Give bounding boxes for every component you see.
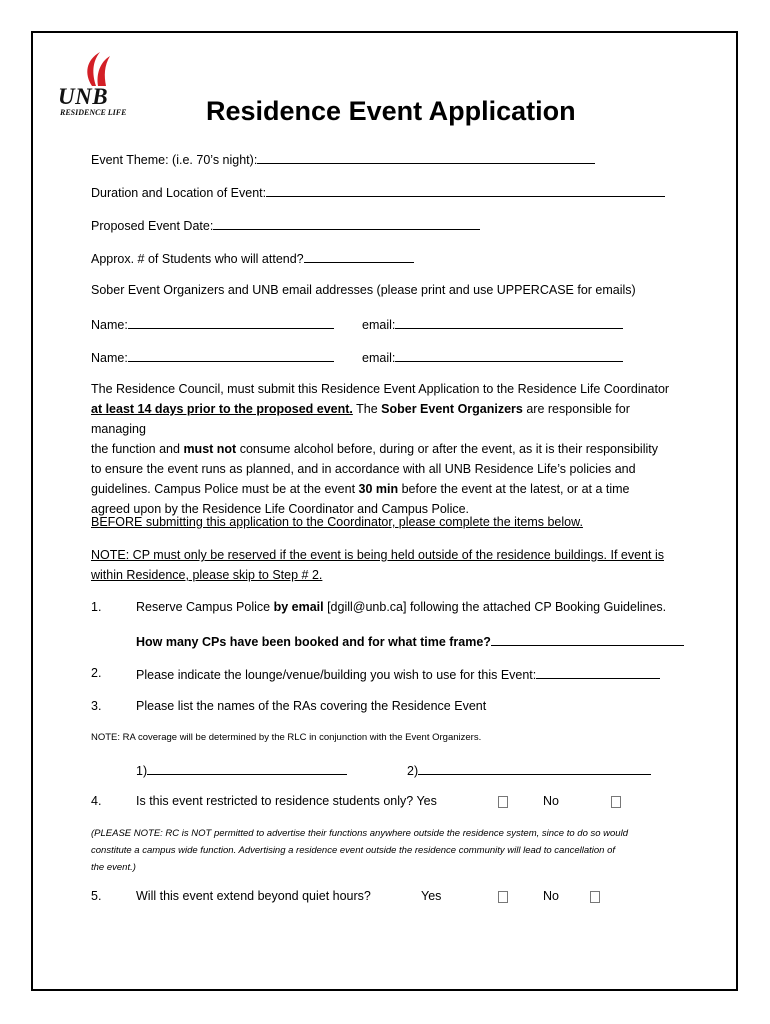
venue-field[interactable]: [536, 666, 660, 679]
logo-unb-text: UNB: [58, 84, 109, 109]
item-5-no-checkbox[interactable]: [590, 889, 600, 903]
unb-logo: [58, 50, 138, 122]
sail-icon: [78, 50, 114, 88]
date-label: Proposed Event Date:: [91, 219, 214, 233]
duration-row: [91, 184, 665, 200]
item-2-row: [136, 666, 660, 682]
name-row-1: [91, 316, 334, 332]
event-theme-label: Event Theme: (i.e. 70’s night):: [91, 153, 258, 167]
item-5-no-label: No: [543, 889, 559, 903]
item-5-yes-checkbox[interactable]: [498, 889, 508, 903]
item-5-yes-label: Yes: [421, 889, 442, 903]
item-3-number: 3.: [91, 699, 102, 713]
organizers-label: Sober Event Organizers and UNB email addresses (please print and use UPPERCASE for emails): [91, 283, 636, 297]
email-field-1[interactable]: [395, 316, 623, 329]
item-1-text: Reserve Campus Police by email [dgill@unb.ca] following the attached CP Booking Guidelines.: [136, 600, 667, 614]
cp-booking-field[interactable]: [491, 633, 684, 646]
name-label: Name:: [91, 318, 128, 332]
cp-note-line-1: NOTE: CP must only be reserved if the event is being held outside of the residence buildings. If event is: [91, 548, 664, 562]
cp-note-line-2: within Residence, please skip to Step # 2.: [91, 568, 323, 582]
item-4-number: 4.: [91, 794, 102, 808]
logo-sub-text: RESIDENCE LIFE: [60, 108, 127, 117]
ra-1-label: 1): [136, 764, 148, 778]
ra-2-label: 2): [407, 764, 419, 778]
item-4-yes-checkbox[interactable]: [498, 794, 508, 808]
date-field[interactable]: [213, 217, 480, 230]
ra-1-field[interactable]: [147, 762, 347, 775]
duration-field[interactable]: [266, 184, 665, 197]
item-3-note: NOTE: RA coverage will be determined by the RLC in conjunction with the Event Organizers.: [91, 732, 482, 743]
event-theme-field[interactable]: [257, 151, 595, 164]
before-note: BEFORE submitting this application to the Coordinator, please complete the items below.: [91, 515, 583, 529]
ra-row-1: [136, 762, 347, 778]
students-field[interactable]: [304, 250, 414, 263]
item-5-number: 5.: [91, 889, 102, 903]
item-4-note: (PLEASE NOTE: RC is NOT permitted to advertise their functions anywhere outside the residence system, since to do so would constitute a campus wide function. Advertising a residence event outside the residence community will lead to cancellation of the event.): [91, 828, 628, 873]
ra-2-field[interactable]: [418, 762, 651, 775]
item-5-text: Will this event extend beyond quiet hours?: [136, 889, 371, 903]
item-1-question: How many CPs have been booked and for what time frame?: [136, 635, 491, 649]
ra-row-2: [407, 762, 651, 778]
page-title: Residence Event Application: [206, 96, 576, 126]
intro-line-5: guidelines. Campus Police must be at the event 30 min before the event at the latest, or at a time: [91, 482, 630, 496]
email-label: email:: [362, 318, 396, 332]
item-2-number: 2.: [91, 666, 102, 680]
duration-label: Duration and Location of Event:: [91, 186, 267, 200]
intro-line-1: The Residence Council, must submit this Residence Event Application to the Residence Life Coordinator: [91, 382, 670, 396]
name-row-2: [91, 349, 334, 365]
intro-line-3: the function and must not consume alcohol before, during or after the event, as it is their responsibility: [91, 442, 658, 456]
intro-line-4: to ensure the event runs as planned, and in accordance with all UNB Residence Life’s policies and: [91, 462, 636, 476]
email-field-2[interactable]: [395, 349, 623, 362]
item-2-text: Please indicate the lounge/venue/building you wish to use for this Event:: [136, 668, 537, 682]
intro-line-2: at least 14 days prior to the proposed event. The Sober Event Organizers are responsible for managing: [91, 402, 630, 436]
email-row-1: [362, 316, 623, 332]
email-row-2: [362, 349, 623, 365]
cp-note: [91, 545, 681, 585]
item-3-text: Please list the names of the RAs covering the Residence Event: [136, 699, 487, 713]
name-field-1[interactable]: [128, 316, 334, 329]
intro-paragraph: [91, 379, 681, 519]
item-4-no-label: No: [543, 794, 559, 808]
name-label: Name:: [91, 351, 128, 365]
students-label: Approx. # of Students who will attend?: [91, 252, 304, 266]
item-1-question-row: [136, 633, 684, 649]
event-theme-row: [91, 151, 595, 167]
item-4-no-checkbox[interactable]: [611, 794, 621, 808]
email-label: email:: [362, 351, 396, 365]
item-1-number: 1.: [91, 600, 102, 614]
intro-line-6: agreed upon by the Residence Life Coordinator and Campus Police.: [91, 502, 470, 516]
name-field-2[interactable]: [128, 349, 334, 362]
students-row: [91, 250, 414, 266]
item-4-text: Is this event restricted to residence students only? Yes: [136, 794, 437, 808]
date-row: [91, 217, 480, 233]
